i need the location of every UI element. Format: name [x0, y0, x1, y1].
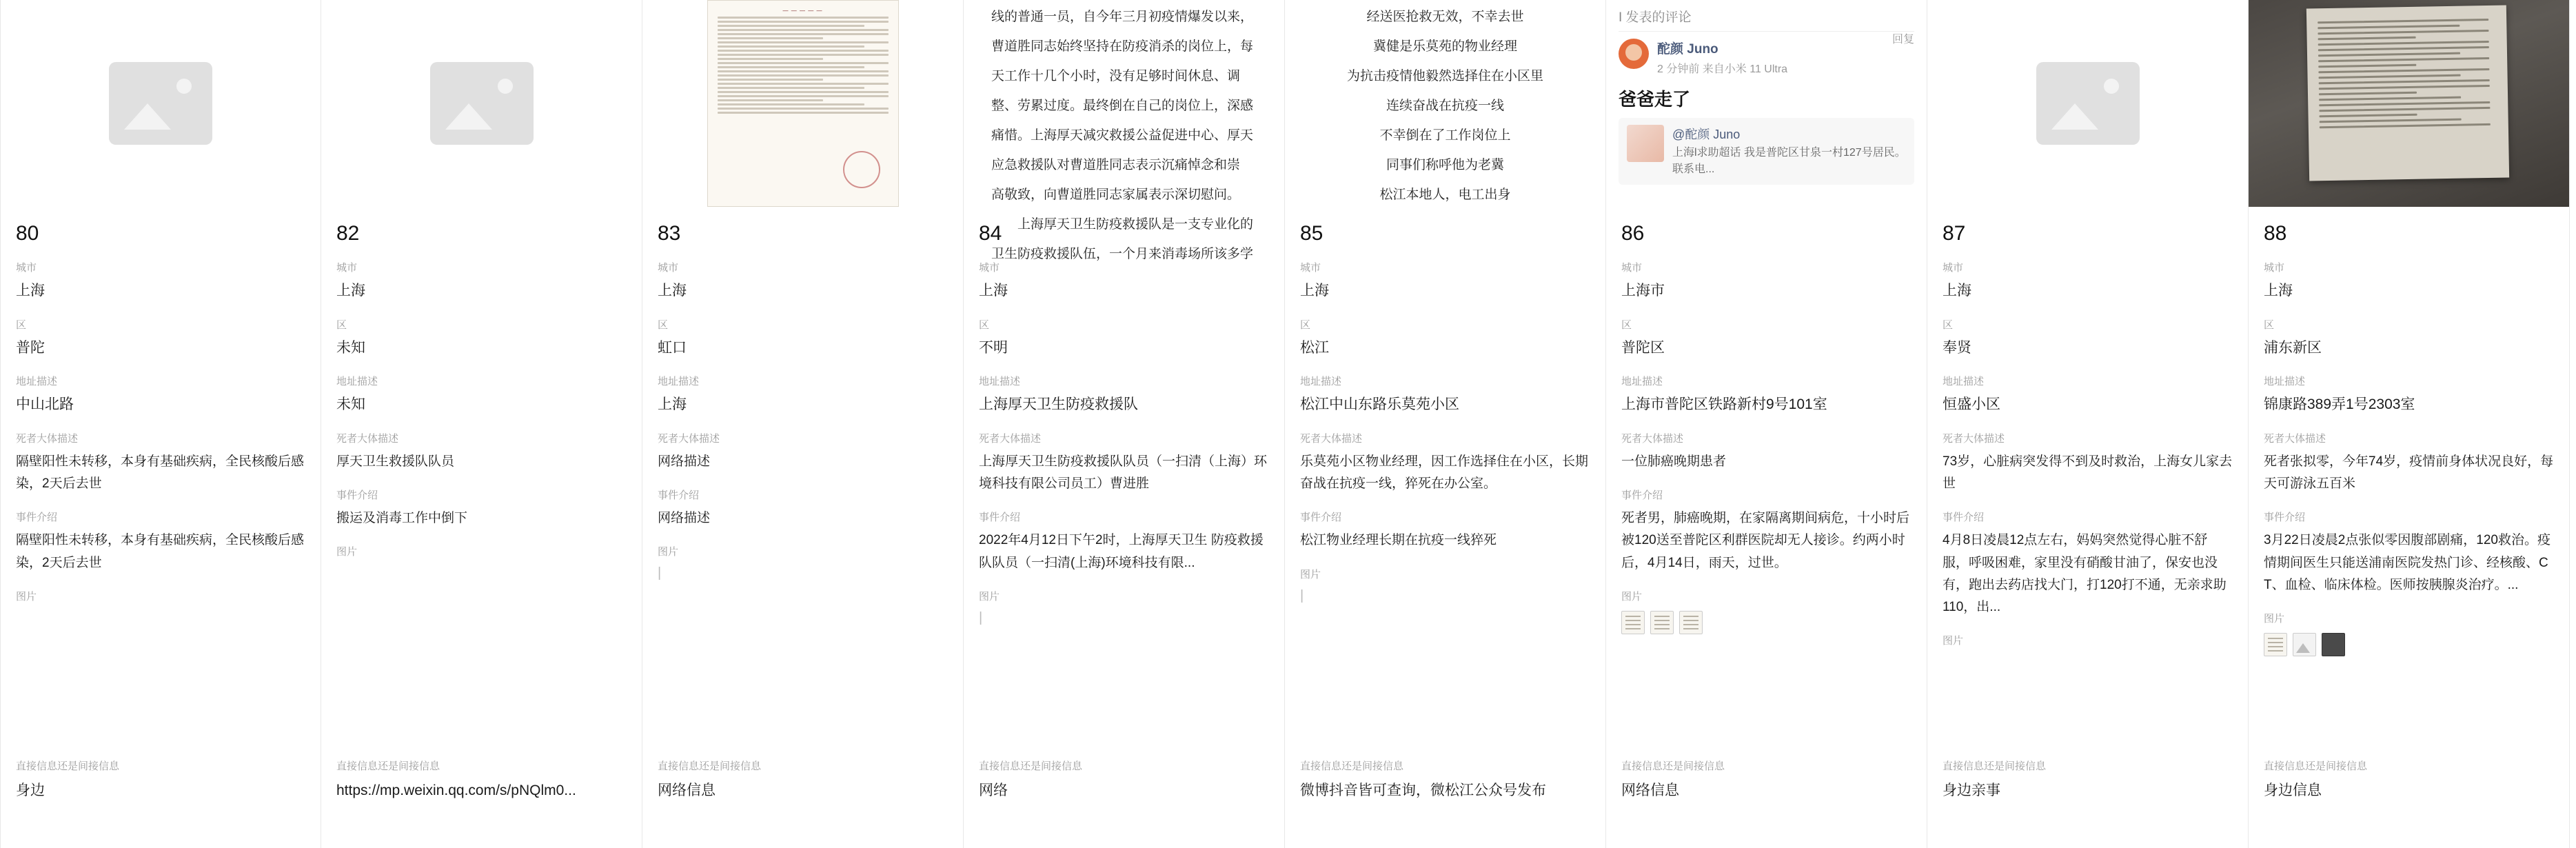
- field-address: [658, 374, 948, 416]
- field-event: [979, 510, 1269, 574]
- record-image-comment: [1606, 0, 1927, 207]
- field-address: [1943, 374, 2233, 416]
- record-id: 82: [336, 222, 360, 245]
- field-label-district: 区: [1943, 319, 1954, 331]
- comment-reply-button[interactable]: 回复: [1892, 34, 1914, 46]
- field-label-source: 直接信息还是间接信息: [658, 760, 762, 773]
- comment-title: 爸爸走了: [1619, 89, 1691, 110]
- field-deceased: [2264, 432, 2554, 496]
- image-thumbnail[interactable]: [2293, 633, 2316, 656]
- field-label-deceased: 死者大体描述: [1300, 432, 1363, 445]
- field-label-source: 直接信息还是间接信息: [1943, 760, 2047, 773]
- field-city: [1300, 261, 1590, 303]
- field-value-source[interactable]: https://mp.weixin.qq.com/s/pNQlm0...: [336, 783, 576, 799]
- field-value-address: 中山北路: [16, 396, 74, 413]
- field-value-source: 身边亲事: [1943, 783, 2000, 799]
- field-label-district: 区: [16, 319, 27, 331]
- field-label-deceased: 死者大体描述: [658, 432, 720, 445]
- field-event: [1300, 510, 1590, 552]
- field-label-city: 城市: [979, 262, 1000, 274]
- field-district: [979, 318, 1269, 360]
- field-label-address: 地址描述: [16, 376, 58, 388]
- field-value-address: 上海厚天卫生防疫救援队: [979, 396, 1138, 413]
- field-label-source: 直接信息还是间接信息: [1300, 760, 1404, 773]
- field-value-address: 松江中山东路乐莫苑小区: [1300, 396, 1459, 413]
- field-district: [658, 318, 948, 360]
- field-value-city: 上海: [1943, 283, 1971, 299]
- field-city: [1621, 261, 1911, 303]
- field-value-address: 上海: [658, 396, 687, 413]
- image-thumbnail[interactable]: [2322, 633, 2345, 656]
- field-label-source: 直接信息还是间接信息: [2264, 760, 2368, 773]
- field-event: [658, 488, 948, 529]
- field-city: [2264, 261, 2554, 303]
- field-label-address: 地址描述: [1943, 376, 1985, 388]
- field-label-image: 图片: [1943, 635, 1964, 647]
- field-value-city: 上海: [336, 283, 365, 299]
- field-label-deceased: 死者大体描述: [2264, 432, 2326, 445]
- field-label-image: 图片: [2264, 613, 2285, 625]
- field-value-event: 3月22日凌晨2点张似零因腹部剧痛，120救治。疫情期间医生只能送浦南医院发热门诊、经核酸、CT、血检、临床体检。医师按胰腺炎治疗。...: [2264, 533, 2550, 592]
- record-id: 87: [1943, 222, 1966, 245]
- comment-header: I 发表的评论: [1619, 7, 1914, 32]
- image-chip-row: [336, 566, 627, 580]
- document-title-line: — — — — —: [782, 8, 823, 14]
- field-source: [16, 759, 305, 802]
- field-value-deceased: 死者张拟零，今年74岁，疫情前身体状况良好，每天可游泳五百米: [2264, 454, 2554, 491]
- field-label-city: 城市: [16, 262, 37, 274]
- field-address: [979, 374, 1269, 416]
- field-value-event: 网络描述: [658, 510, 711, 525]
- field-value-district: 不明: [979, 339, 1008, 356]
- field-event: [2264, 510, 2554, 596]
- field-label-district: 区: [1621, 319, 1632, 331]
- media-text-line: 松江本地人，电工出身: [1379, 188, 1511, 203]
- field-district: [1943, 318, 2233, 360]
- field-source: [979, 759, 1269, 802]
- field-label-event: 事件介绍: [336, 489, 378, 501]
- field-value-deceased: 一位肺癌晚期患者: [1621, 454, 1727, 469]
- field-label-address: 地址描述: [1300, 376, 1342, 388]
- field-label-district: 区: [2264, 319, 2275, 331]
- field-label-event: 事件介绍: [1621, 489, 1663, 501]
- comment-meta: 2 分钟前 来自小米 11 Ultra: [1657, 63, 1788, 75]
- field-deceased: [1300, 432, 1590, 496]
- field-source: [1621, 759, 1911, 802]
- record-image-photo[interactable]: [2249, 0, 2569, 207]
- field-value-district: 普陀区: [1621, 339, 1665, 356]
- media-text-line: 整、劳累过度。最终倒在自己的岗位上，深感: [991, 99, 1254, 114]
- image-chip-marker: |: [1300, 587, 1304, 603]
- comment-author-row: [1619, 39, 1914, 76]
- record-image-document[interactable]: [642, 0, 963, 207]
- field-label-district: 区: [979, 319, 990, 331]
- field-city: [336, 261, 627, 303]
- field-label-city: 城市: [2264, 262, 2285, 274]
- record-id: 83: [658, 222, 681, 245]
- record-id: 86: [1621, 222, 1645, 245]
- field-source: [1943, 759, 2233, 802]
- field-source: [2264, 759, 2554, 802]
- field-source: [658, 759, 948, 802]
- quote-author: @酡颜 Juno: [1672, 128, 1741, 141]
- image-chip-marker: |: [979, 609, 983, 625]
- field-label-city: 城市: [336, 262, 358, 274]
- field-image: [979, 589, 1269, 625]
- field-label-event: 事件介绍: [1943, 512, 1985, 524]
- field-value-city: 上海市: [1621, 283, 1665, 299]
- field-label-event: 事件介绍: [658, 489, 700, 501]
- field-image: [1621, 589, 1911, 634]
- field-label-source: 直接信息还是间接信息: [336, 760, 440, 773]
- field-value-deceased: 网络描述: [658, 454, 711, 469]
- field-label-address: 地址描述: [658, 376, 700, 388]
- field-address: [2264, 374, 2554, 416]
- quote-thumbnail: [1627, 125, 1664, 162]
- media-text-line: 冀健是乐莫苑的物业经理: [1372, 39, 1517, 54]
- field-label-image: 图片: [1621, 590, 1643, 603]
- field-label-source: 直接信息还是间接信息: [979, 760, 1083, 773]
- field-address: [16, 374, 305, 416]
- field-value-deceased: 厚天卫生救援队队员: [336, 454, 455, 469]
- field-label-address: 地址描述: [979, 376, 1021, 388]
- field-image: [1300, 567, 1590, 603]
- record-id: 85: [1300, 222, 1324, 245]
- field-value-source: 网络: [979, 783, 1008, 799]
- field-label-image: 图片: [1300, 568, 1321, 581]
- field-district: [16, 318, 305, 360]
- image-thumbnail[interactable]: [2264, 633, 2287, 656]
- quote-text: 上海l求助超话 我是普陀区甘泉一村127号居民。联系电...: [1672, 147, 1906, 175]
- field-label-deceased: 死者大体描述: [979, 432, 1042, 445]
- field-value-source: 微博抖音皆可查询，微松江公众号发布: [1300, 783, 1546, 799]
- field-value-city: 上海: [1300, 283, 1329, 299]
- record-id: 80: [16, 222, 39, 245]
- comment-quote[interactable]: [1619, 118, 1914, 185]
- field-label-image: 图片: [979, 590, 1000, 603]
- field-value-event: 死者男，肺癌晚期，在家隔离期间病危，十小时后被120送至普陀区利群医院却无人接诊。约两小时后，4月14日，雨天，过世。: [1621, 510, 1910, 570]
- field-image: [658, 545, 948, 580]
- field-event: [336, 488, 627, 529]
- field-label-image: 图片: [16, 590, 37, 603]
- record-card[interactable]: [1606, 0, 1927, 848]
- record-image-placeholder: [1, 0, 321, 207]
- record-card[interactable]: [2249, 0, 2570, 848]
- image-placeholder-icon: [2036, 62, 2140, 145]
- field-value-event: 松江物业经理长期在抗疫一线猝死: [1300, 533, 1497, 548]
- field-label-event: 事件介绍: [1300, 512, 1342, 524]
- field-district: [336, 318, 627, 360]
- field-deceased: [16, 432, 305, 496]
- media-text-line: 天工作十几个小时，没有足够时间休息、调: [991, 69, 1241, 84]
- field-label-district: 区: [336, 319, 347, 331]
- record-image-placeholder: [1927, 0, 2248, 207]
- field-label-source: 直接信息还是间接信息: [1621, 760, 1725, 773]
- field-address: [336, 374, 627, 416]
- field-image: [1943, 634, 2233, 669]
- field-value-deceased: 乐莫苑小区物业经理，因工作选择住在小区，长期奋战在抗疫一线，猝死在办公室。: [1300, 454, 1589, 491]
- field-event: [16, 510, 305, 574]
- record-card[interactable]: [642, 0, 964, 848]
- record-card[interactable]: [1927, 0, 2249, 848]
- field-city: [979, 261, 1269, 303]
- field-image: [16, 589, 305, 625]
- field-value-city: 上海: [16, 283, 45, 299]
- field-value-city: 上海: [658, 283, 687, 299]
- media-text-line: 曹道胜同志始终坚持在防疫消杀的岗位上，每: [991, 39, 1254, 54]
- media-text-line: 痛惜。上海厚天减灾救援公益促进中心、厚天: [991, 128, 1254, 143]
- field-city: [1943, 261, 2233, 303]
- red-stamp-icon: [843, 151, 880, 188]
- field-image: [336, 545, 627, 580]
- field-label-deceased: 死者大体描述: [336, 432, 399, 445]
- field-value-city: 上海: [2264, 283, 2293, 299]
- field-deceased: [1621, 432, 1911, 473]
- media-text-line: 经送医抢救无效，不幸去世: [1366, 10, 1524, 24]
- field-value-event: 搬运及消毒工作中倒下: [336, 510, 468, 525]
- field-value-city: 上海: [979, 283, 1008, 299]
- field-value-district: 奉贤: [1943, 339, 1971, 356]
- media-text-line: 上海厚天卫生防疫救援队是一支专业化的: [1017, 217, 1254, 232]
- image-chip-row[interactable]: [658, 566, 948, 580]
- field-label-address: 地址描述: [2264, 376, 2306, 388]
- image-thumbnail[interactable]: [1650, 611, 1674, 634]
- image-chip-row: [16, 611, 305, 625]
- field-label-city: 城市: [658, 262, 679, 274]
- field-label-city: 城市: [1621, 262, 1643, 274]
- field-event: [1943, 510, 2233, 618]
- image-chip-row[interactable]: [1621, 611, 1911, 634]
- field-label-event: 事件介绍: [979, 512, 1021, 524]
- field-label-deceased: 死者大体描述: [1943, 432, 2005, 445]
- field-value-event: 4月8日凌晨12点左右，妈妈突然觉得心脏不舒服，呼吸困难，家里没有硝酸甘油了，保安也没有，跑出去药店找大门，打120打不通，无亲求助110，出...: [1943, 533, 2227, 615]
- comment-author-name: 酡颜 Juno: [1657, 42, 1718, 57]
- record-image-placeholder: [321, 0, 642, 207]
- field-label-image: 图片: [336, 546, 358, 558]
- field-label-address: 地址描述: [336, 376, 378, 388]
- media-text-line: 线的普通一员，自今年三月初疫情爆发以来，: [991, 10, 1254, 24]
- media-text-line: 同事们称呼他为老冀: [1386, 158, 1504, 173]
- record-card[interactable]: [964, 0, 1285, 848]
- image-chip-marker: |: [658, 565, 662, 581]
- media-text-line: 高敬致，向曹道胜同志家属表示深切慰问。: [991, 188, 1241, 203]
- field-value-district: 松江: [1300, 339, 1329, 356]
- field-value-event: 隔壁阳性未转移，本身有基础疾病，全民核酸后感染，2天后去世: [16, 533, 305, 570]
- image-placeholder-icon: [109, 62, 212, 145]
- field-label-city: 城市: [1943, 262, 1964, 274]
- media-text-line: 卫生防疫救援队伍，一个月来消毒场所该多学: [991, 247, 1254, 262]
- field-label-event: 事件介绍: [2264, 512, 2306, 524]
- field-label-image: 图片: [658, 546, 679, 558]
- image-thumbnail[interactable]: [1679, 611, 1703, 634]
- field-address: [1621, 374, 1911, 416]
- field-event: [1621, 488, 1911, 574]
- image-chip-row[interactable]: [1300, 589, 1590, 603]
- field-label-event: 事件介绍: [16, 512, 58, 524]
- field-label-district: 区: [1300, 319, 1311, 331]
- field-source: [1300, 759, 1590, 802]
- field-deceased: [336, 432, 627, 473]
- field-label-source: 直接信息还是间接信息: [16, 760, 120, 773]
- field-district: [2264, 318, 2554, 360]
- field-value-address: 上海市普陀区铁路新村9号101室: [1621, 396, 1827, 413]
- media-text-line: 应急救援队对曹道胜同志表示沉痛悼念和崇: [991, 158, 1241, 173]
- field-label-city: 城市: [1300, 262, 1321, 274]
- field-value-district: 浦东新区: [2264, 339, 2322, 356]
- record-id: 88: [2264, 222, 2287, 245]
- image-placeholder-icon: [430, 62, 534, 145]
- image-thumbnail[interactable]: [1621, 611, 1645, 634]
- field-value-deceased: 隔壁阳性未转移，本身有基础疾病，全民核酸后感染，2天后去世: [16, 454, 305, 491]
- field-value-district: 虹口: [658, 339, 687, 356]
- field-address: [1300, 374, 1590, 416]
- field-value-source: 身边信息: [2264, 783, 2322, 799]
- avatar: [1619, 39, 1649, 69]
- media-text-line: 为抗击疫情他毅然选择住在小区里: [1346, 69, 1543, 84]
- field-label-deceased: 死者大体描述: [16, 432, 79, 445]
- field-value-district: 普陀: [16, 339, 45, 356]
- record-id: 84: [979, 222, 1002, 245]
- field-value-deceased: 上海厚天卫生防疫救援队队员（一扫清（上海）环境科技有限公司员工）曹进胜: [979, 454, 1268, 491]
- record-card[interactable]: [0, 0, 321, 848]
- image-chip-row: [1943, 655, 2233, 669]
- field-label-district: 区: [658, 319, 669, 331]
- record-card[interactable]: [1285, 0, 1606, 848]
- field-value-source: 网络信息: [1621, 783, 1679, 799]
- field-image: [2264, 612, 2554, 656]
- record-image-text: [1285, 0, 1605, 207]
- image-chip-row[interactable]: [2264, 633, 2554, 656]
- field-deceased: [1943, 432, 2233, 496]
- field-value-address: 未知: [336, 396, 365, 413]
- field-value-event: 2022年4月12日下午2时，上海厚天卫生 防疫救援队队员（一扫清(上海)环境科技有限...: [979, 533, 1264, 570]
- field-label-deceased: 死者大体描述: [1621, 432, 1684, 445]
- photo-document: [2306, 5, 2509, 181]
- field-city: [16, 261, 305, 303]
- media-text-line: 不幸倒在了工作岗位上: [1379, 128, 1511, 143]
- field-label-address: 地址描述: [1621, 376, 1663, 388]
- field-city: [658, 261, 948, 303]
- field-value-address: 恒盛小区: [1943, 396, 2000, 413]
- image-chip-row[interactable]: [979, 611, 1269, 625]
- field-value-source: 身边: [16, 783, 45, 799]
- field-source: [336, 759, 627, 802]
- field-district: [1621, 318, 1911, 360]
- field-value-address: 锦康路389弄1号2303室: [2264, 396, 2415, 413]
- field-deceased: [658, 432, 948, 473]
- field-value-source: 网络信息: [658, 783, 716, 799]
- field-district: [1300, 318, 1590, 360]
- record-card[interactable]: [321, 0, 642, 848]
- field-value-district: 未知: [336, 339, 365, 356]
- field-deceased: [979, 432, 1269, 496]
- field-value-deceased: 73岁，心脏病突发得不到及时救治，上海女儿家去世: [1943, 454, 2233, 491]
- document-thumbnail: [707, 0, 899, 207]
- media-text-line: 连续奋战在抗疫一线: [1386, 99, 1504, 114]
